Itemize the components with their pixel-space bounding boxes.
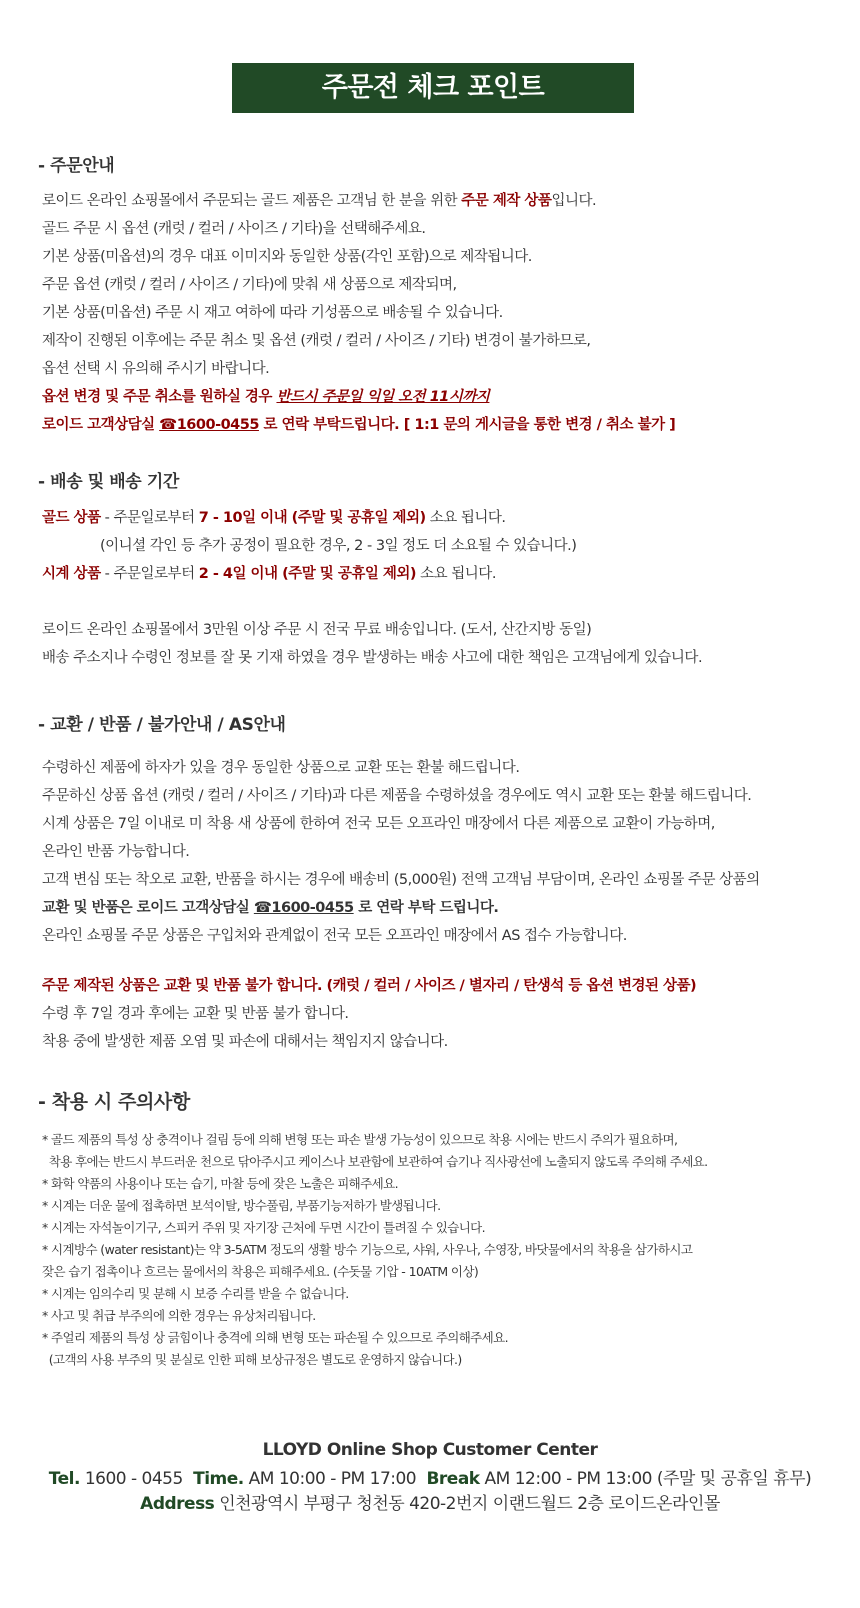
order-change-contact: 로이드 고객상담실 ☎1600-0455 로 연락 부탁드립니다. [ 1:1 문의 게시글을 통한 변경 / 취소 불가 ] (42, 417, 676, 433)
customer-center-address: Address 인천광역시 부평구 청천동 420-2번지 이랜드월드 2층 로이드온라인몰 (140, 1494, 720, 1514)
exchange-line-7: 온라인 쇼핑몰 주문 상품은 구입처와 관계없이 전국 모든 오프라인 매장에서 AS 접수 가능합니다. (42, 928, 627, 944)
phone-link[interactable]: ☎1600-0455 (159, 417, 259, 433)
order-info-line-1: 로이드 온라인 쇼핑몰에서 주문되는 골드 제품은 고객님 한 분을 위한 주문 제작 상품입니다. (42, 193, 597, 209)
caution-heading: - 착용 시 주의사항 (38, 1091, 190, 1113)
order-info-line-3: 기본 상품(미옵션)의 경우 대표 이미지와 동일한 상품(각인 포함)으로 제작됩니다. (42, 249, 532, 265)
order-info-line-6: 제작이 진행된 이후에는 주문 취소 및 옵션 (캐럿 / 컬러 / 사이즈 / 기타) 변경이 불가하므로, (42, 333, 591, 349)
customer-center-hours: Tel. 1600 - 0455 Time. AM 10:00 - PM 17:00 Break AM 12:00 - PM 13:00 (주말 및 공휴일 휴무) (48, 1469, 812, 1489)
exchange-contact-line: 교환 및 반품은 로이드 고객상담실 ☎1600-0455 로 연락 부탁 드립니다. (42, 900, 499, 916)
order-info-line-5: 기본 상품(미옵션) 주문 시 재고 여하에 따라 기성품으로 배송될 수 있습니다. (42, 305, 503, 321)
caution-line-9: * 사고 및 취급 부주의에 의한 경우는 유상처리됩니다. (42, 1308, 316, 1323)
exchange-line-9: 수령 후 7일 경과 후에는 교환 및 반품 불가 합니다. (42, 1006, 349, 1022)
watch-product-label: 시계 상품 (42, 566, 101, 582)
caution-line-3: * 화학 약품의 사용이나 또는 습기, 마찰 등에 잦은 노출은 피해주세요. (42, 1176, 398, 1191)
exchange-heading: - 교환 / 반품 / 불가안내 / AS안내 (38, 715, 286, 735)
caution-line-5: * 시계는 자석놀이기구, 스피커 주위 및 자기장 근처에 두면 시간이 틀려질 수 있습니다. (42, 1220, 486, 1235)
exchange-line-2: 주문하신 상품 옵션 (캐럿 / 컬러 / 사이즈 / 기타)과 다른 제품을 수령하셨을 경우에도 역시 교환 또는 환불 해드립니다. (42, 788, 752, 804)
caution-line-1: * 골드 제품의 특성 상 충격이나 걸림 등에 의해 변형 또는 파손 발생 가능성이 있으므로 착용 시에는 반드시 주의가 필요하며, (42, 1132, 678, 1147)
order-info-line-7: 옵션 선택 시 유의해 주시기 바랍니다. (42, 361, 270, 377)
order-info-line-4: 주문 옵션 (캐럿 / 컬러 / 사이즈 / 기타)에 맞춰 새 상품으로 제작되며, (42, 277, 457, 293)
custom-no-return-line: 주문 제작된 상품은 교환 및 반품 불가 합니다. (캐럿 / 컬러 / 사이즈 / 별자리 / 탄생석 등 옵션 변경된 상품) (42, 978, 697, 994)
free-shipping-line: 로이드 온라인 쇼핑몰에서 3만원 이상 주문 시 전국 무료 배송입니다. (도서, 산간지방 동일) (42, 622, 592, 638)
exchange-line-1: 수령하신 제품에 하자가 있을 경우 동일한 상품으로 교환 또는 환불 해드립니다. (42, 760, 520, 776)
caution-line-2: 착용 후에는 반드시 부드러운 천으로 닦아주시고 케이스나 보관함에 보관하여 습기나 직사광선에 노출되지 않도록 주의해 주세요. (42, 1154, 708, 1169)
caution-line-4: * 시계는 더운 물에 접촉하면 보석이탈, 방수풀림, 부품기능저하가 발생됩니다. (42, 1198, 441, 1213)
phone-link[interactable]: ☎1600-0455 (253, 900, 354, 916)
order-info-line-2: 골드 주문 시 옵션 (캐럿 / 컬러 / 사이즈 / 기타)을 선택해주세요. (42, 221, 426, 237)
caution-line-6: * 시계방수 (water resistant)는 약 3-5ATM 정도의 생활 방수 기능으로, 샤워, 사우나, 수영장, 바닷물에서의 착용을 삼가하시고 (42, 1242, 693, 1257)
caution-line-10: * 주얼리 제품의 특성 상 긁힘이나 충격에 의해 변형 또는 파손될 수 있으므로 주의해주세요. (42, 1330, 508, 1345)
watch-delivery-line: 시계 상품 - 주문일로부터 2 - 4일 이내 (주말 및 공휴일 제외) 소요 됩니다. (42, 566, 496, 582)
caution-line-7: 잦은 습기 접촉이나 흐르는 물에서의 착용은 피해주세요. (수돗물 기압 - 10ATM 이상) (42, 1264, 479, 1279)
gold-delivery-note: (이니셜 각인 등 추가 공정이 필요한 경우, 2 - 3일 정도 더 소요될 수 있습니다.) (100, 538, 577, 554)
exchange-line-4: 온라인 반품 가능합니다. (42, 844, 190, 860)
gold-delivery-period: 7 - 10일 이내 (주말 및 공휴일 제외) (198, 510, 426, 526)
watch-delivery-period: 2 - 4일 이내 (주말 및 공휴일 제외) (198, 566, 417, 582)
delivery-liability-line: 배송 주소지나 수령인 정보를 잘 못 기재 하였을 경우 발생하는 배송 사고에 대한 책임은 고객님에게 있습니다. (42, 650, 703, 666)
deadline-emphasis: 반드시 주문일 익일 오전 11시까지 (276, 389, 490, 405)
delivery-heading: - 배송 및 배송 기간 (38, 472, 179, 492)
exchange-line-3: 시계 상품은 7일 이내로 미 착용 새 상품에 한하여 전국 모든 오프라인 매장에서 다른 제품으로 교환이 가능하며, (42, 816, 715, 832)
caution-line-11: (고객의 사용 부주의 및 분실로 인한 피해 보상규정은 별도로 운영하지 않습니다.) (42, 1352, 462, 1367)
order-info-heading: - 주문안내 (38, 156, 115, 176)
exchange-line-10: 착용 중에 발생한 제품 오염 및 파손에 대해서는 책임지지 않습니다. (42, 1034, 448, 1050)
order-change-deadline: 옵션 변경 및 주문 취소를 원하실 경우 반드시 주문일 익일 오전 11시까지 (42, 389, 490, 405)
gold-delivery-line: 골드 상품 - 주문일로부터 7 - 10일 이내 (주말 및 공휴일 제외) 소요 됩니다. (42, 510, 506, 526)
caution-line-8: * 시계는 임의수리 및 분해 시 보증 수리를 받을 수 없습니다. (42, 1286, 349, 1301)
custom-made-emphasis: 주문 제작 상품 (461, 193, 552, 209)
page-title-banner: 주문전 체크 포인트 (232, 63, 634, 113)
gold-product-label: 골드 상품 (42, 510, 101, 526)
exchange-line-5: 고객 변심 또는 착오로 교환, 반품을 하시는 경우에 배송비 (5,000원) 전액 고객님 부담이며, 온라인 쇼핑몰 주문 상품의 (42, 872, 760, 888)
customer-center-title: LLOYD Online Shop Customer Center (262, 1440, 598, 1460)
